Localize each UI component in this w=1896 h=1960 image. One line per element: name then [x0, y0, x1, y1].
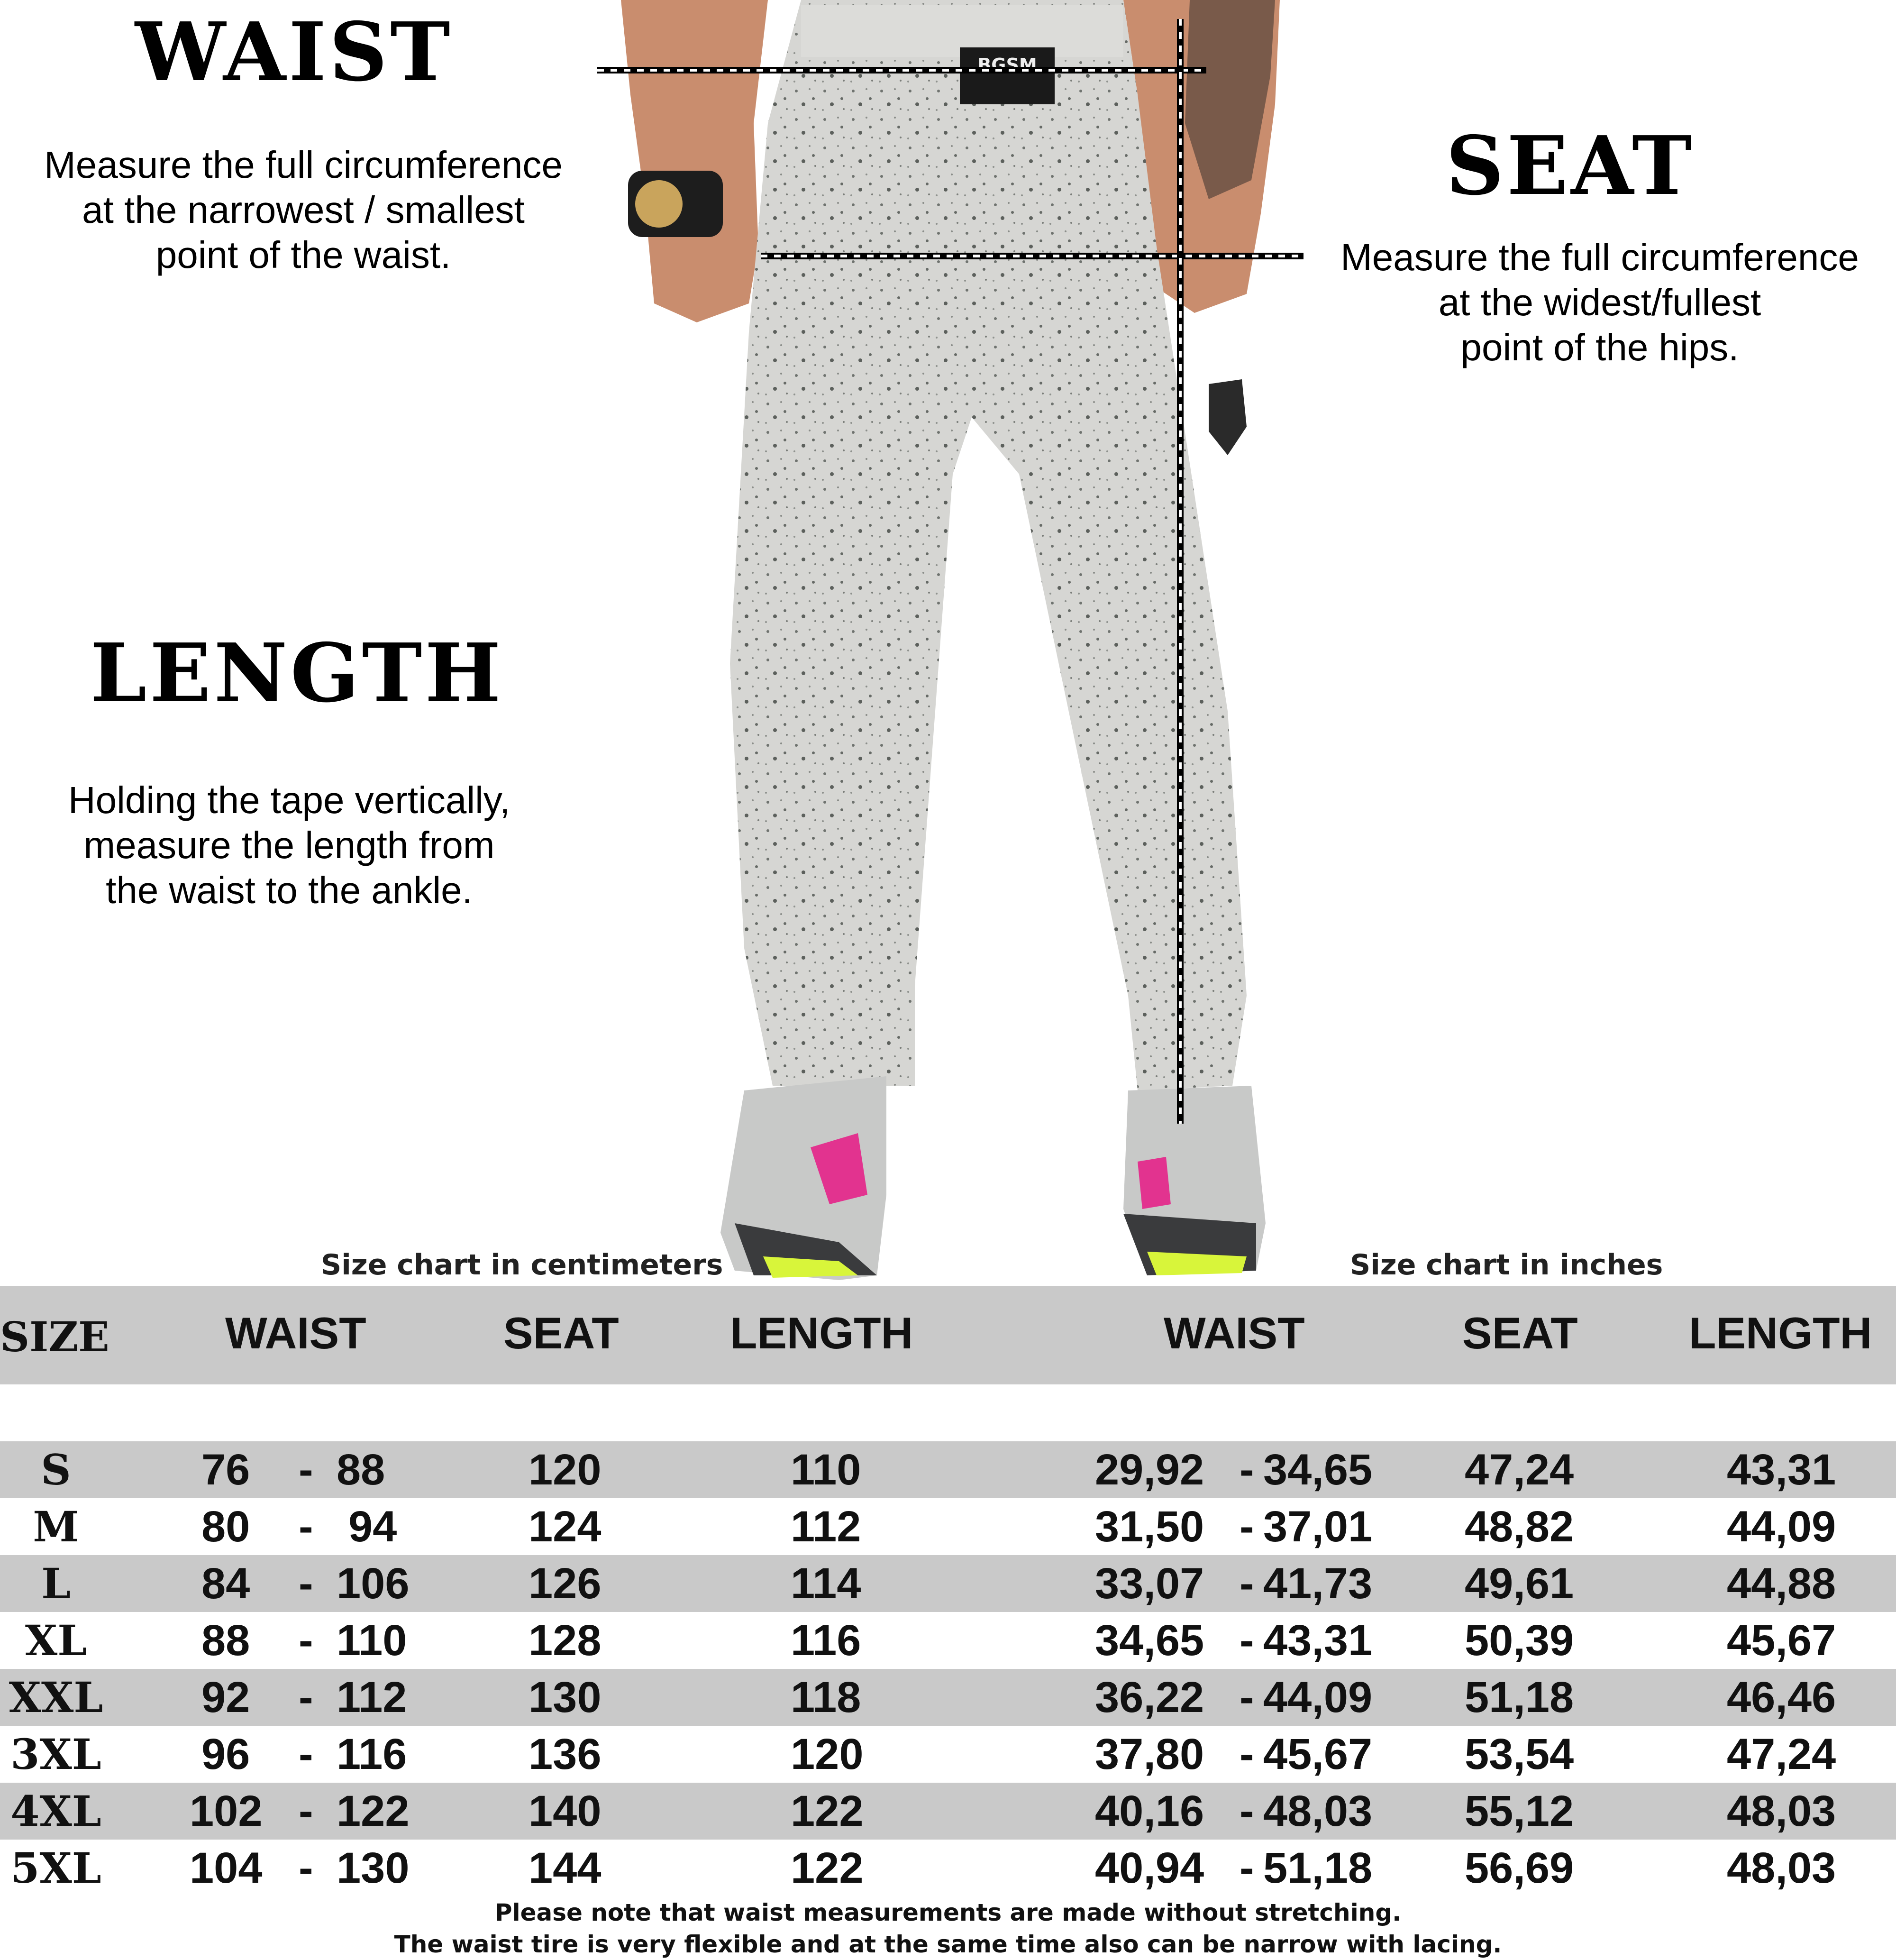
length-in: 43,31 [1727, 1446, 1836, 1494]
waist-in-min: 40,94 [1095, 1844, 1204, 1892]
range-separator: - [299, 1559, 313, 1608]
header-waist-in: WAIST [1164, 1308, 1305, 1358]
table-row [0, 1555, 1896, 1612]
waist-cm-min: 88 [201, 1616, 250, 1665]
lacing-note: The waist tire is very flexible and at the same time also can be narrow with lacing. [394, 1931, 1502, 1958]
size-cell: XL [25, 1616, 87, 1665]
range-separator: - [1240, 1787, 1254, 1835]
range-separator: - [299, 1616, 313, 1665]
table-row [0, 1441, 1896, 1498]
header-seat-cm: SEAT [503, 1308, 619, 1358]
waist-in-max: 51,18 [1263, 1844, 1373, 1892]
waist-description-line: at the narrowest / smallest [82, 189, 525, 231]
range-separator: - [1240, 1844, 1254, 1892]
length-cm: 116 [791, 1616, 861, 1665]
brand-label-text: BGSM [977, 55, 1037, 75]
range-separator: - [299, 1446, 313, 1494]
waist-cm-max: 88 [337, 1446, 385, 1494]
waist-in-min: 29,92 [1095, 1446, 1204, 1494]
stretch-note: Please note that waist measurements are made without stretching. [494, 1899, 1402, 1926]
waist-cm-max: 112 [337, 1673, 407, 1722]
length-cm: 114 [791, 1559, 861, 1608]
seat-cm: 120 [529, 1446, 602, 1494]
table-row [0, 1669, 1896, 1726]
length-in: 47,24 [1727, 1730, 1836, 1778]
waist-cm-min: 96 [201, 1730, 250, 1778]
range-separator: - [1240, 1446, 1254, 1494]
table-row [0, 1840, 1896, 1896]
table-row [0, 1726, 1896, 1783]
size-cell: 3XL [10, 1730, 101, 1779]
waist-heading: WAIST [135, 5, 453, 100]
length-in: 44,09 [1727, 1502, 1836, 1551]
range-separator: - [1240, 1616, 1254, 1665]
waist-in-max: 41,73 [1263, 1559, 1373, 1608]
waist-cm-max: 116 [337, 1730, 407, 1778]
waist-cm-min: 80 [201, 1502, 250, 1551]
waist-cm-max: 130 [337, 1844, 410, 1892]
length-heading: LENGTH [90, 626, 504, 721]
waist-in-max: 45,67 [1263, 1730, 1373, 1778]
waist-in-min: 37,80 [1095, 1730, 1204, 1778]
header-size: SIZE [0, 1313, 109, 1361]
waist-in-min: 36,22 [1095, 1673, 1204, 1722]
range-separator: - [1240, 1730, 1254, 1778]
waist-in-min: 33,07 [1095, 1559, 1204, 1608]
waist-cm-min: 102 [190, 1787, 263, 1835]
seat-description-line: Measure the full circumference [1340, 236, 1859, 278]
length-description-line: measure the length from [83, 824, 495, 866]
waist-in-min: 31,50 [1095, 1502, 1204, 1551]
size-cell: 5XL [10, 1843, 101, 1893]
seat-in: 48,82 [1465, 1502, 1574, 1551]
length-in: 45,67 [1727, 1616, 1836, 1665]
length-in: 46,46 [1727, 1673, 1836, 1722]
size-cell: M [33, 1502, 79, 1551]
range-separator: - [299, 1787, 313, 1835]
length-cm: 120 [791, 1730, 864, 1778]
length-cm: 110 [791, 1446, 861, 1494]
caption-inches: Size chart in inches [1350, 1248, 1663, 1282]
length-in: 48,03 [1727, 1787, 1836, 1835]
waist-in-max: 44,09 [1263, 1673, 1373, 1722]
waist-in-max: 37,01 [1263, 1502, 1373, 1551]
size-cell: 4XL [10, 1786, 101, 1836]
waist-in-max: 34,65 [1263, 1446, 1373, 1494]
waist-cm-max: 110 [337, 1616, 407, 1665]
table-row [0, 1498, 1896, 1555]
length-description [0, 778, 578, 913]
waist-in-min: 34,65 [1095, 1616, 1204, 1665]
waist-cm-min: 104 [190, 1844, 263, 1892]
seat-heading: SEAT [1446, 119, 1695, 213]
seat-cm: 126 [529, 1559, 602, 1608]
waist-description-line: Measure the full circumference [44, 144, 563, 186]
waist-description-line: point of the waist. [155, 234, 451, 276]
seat-in: 56,69 [1465, 1844, 1574, 1892]
waist-cm-max: 94 [348, 1502, 397, 1551]
length-cm: 118 [791, 1673, 861, 1722]
seat-cm: 140 [529, 1787, 602, 1835]
waist-in-max: 43,31 [1263, 1616, 1373, 1665]
waist-cm-max: 106 [337, 1559, 410, 1608]
seat-in: 53,54 [1465, 1730, 1574, 1778]
header-length-in: LENGTH [1689, 1308, 1872, 1358]
length-in: 44,88 [1727, 1559, 1836, 1608]
waist-in-min: 40,16 [1095, 1787, 1204, 1835]
header-seat-in: SEAT [1462, 1308, 1578, 1358]
length-cm: 122 [791, 1787, 864, 1835]
side-patch-icon [1209, 379, 1247, 455]
range-separator: - [1240, 1502, 1254, 1551]
header-length-cm: LENGTH [730, 1308, 913, 1358]
seat-cm: 124 [529, 1502, 602, 1551]
size-cell: XXL [9, 1673, 103, 1722]
table-row [0, 1783, 1896, 1840]
size-cell: S [41, 1445, 71, 1494]
range-separator: - [1240, 1559, 1254, 1608]
header-waist-cm: WAIST [225, 1308, 366, 1358]
seat-cm: 144 [529, 1844, 602, 1892]
pants-illustration [592, 0, 1304, 1290]
seat-cm: 136 [529, 1730, 602, 1778]
length-cm: 112 [791, 1502, 861, 1551]
seat-in: 51,18 [1465, 1673, 1574, 1722]
range-separator: - [299, 1844, 313, 1892]
range-separator: - [299, 1502, 313, 1551]
seat-cm: 128 [529, 1616, 602, 1665]
waist-cm-min: 92 [201, 1673, 250, 1722]
left-arm [621, 0, 768, 322]
seat-in: 49,61 [1465, 1559, 1574, 1608]
seat-in: 55,12 [1465, 1787, 1574, 1835]
seat-description-line: at the widest/fullest [1438, 281, 1761, 323]
waist-in-max: 48,03 [1263, 1787, 1373, 1835]
caption-centimeters: Size chart in centimeters [321, 1248, 723, 1282]
seat-description-line: point of the hips. [1460, 326, 1739, 368]
length-description-line: the waist to the ankle. [106, 869, 473, 911]
waist-cm-min: 76 [201, 1446, 250, 1494]
table-row [0, 1612, 1896, 1669]
seat-in: 50,39 [1465, 1616, 1574, 1665]
seat-description [1304, 235, 1896, 370]
range-separator: - [299, 1673, 313, 1722]
size-cell: L [41, 1559, 71, 1608]
waist-cm-min: 84 [201, 1559, 250, 1608]
length-description-line: Holding the tape vertically, [68, 779, 510, 821]
range-separator: - [1240, 1673, 1254, 1722]
length-in: 48,03 [1727, 1844, 1836, 1892]
length-cm: 122 [791, 1844, 864, 1892]
waist-description [0, 142, 607, 277]
seat-in: 47,24 [1465, 1446, 1574, 1494]
seat-cm: 130 [529, 1673, 602, 1722]
range-separator: - [299, 1730, 313, 1778]
waist-cm-max: 122 [337, 1787, 410, 1835]
